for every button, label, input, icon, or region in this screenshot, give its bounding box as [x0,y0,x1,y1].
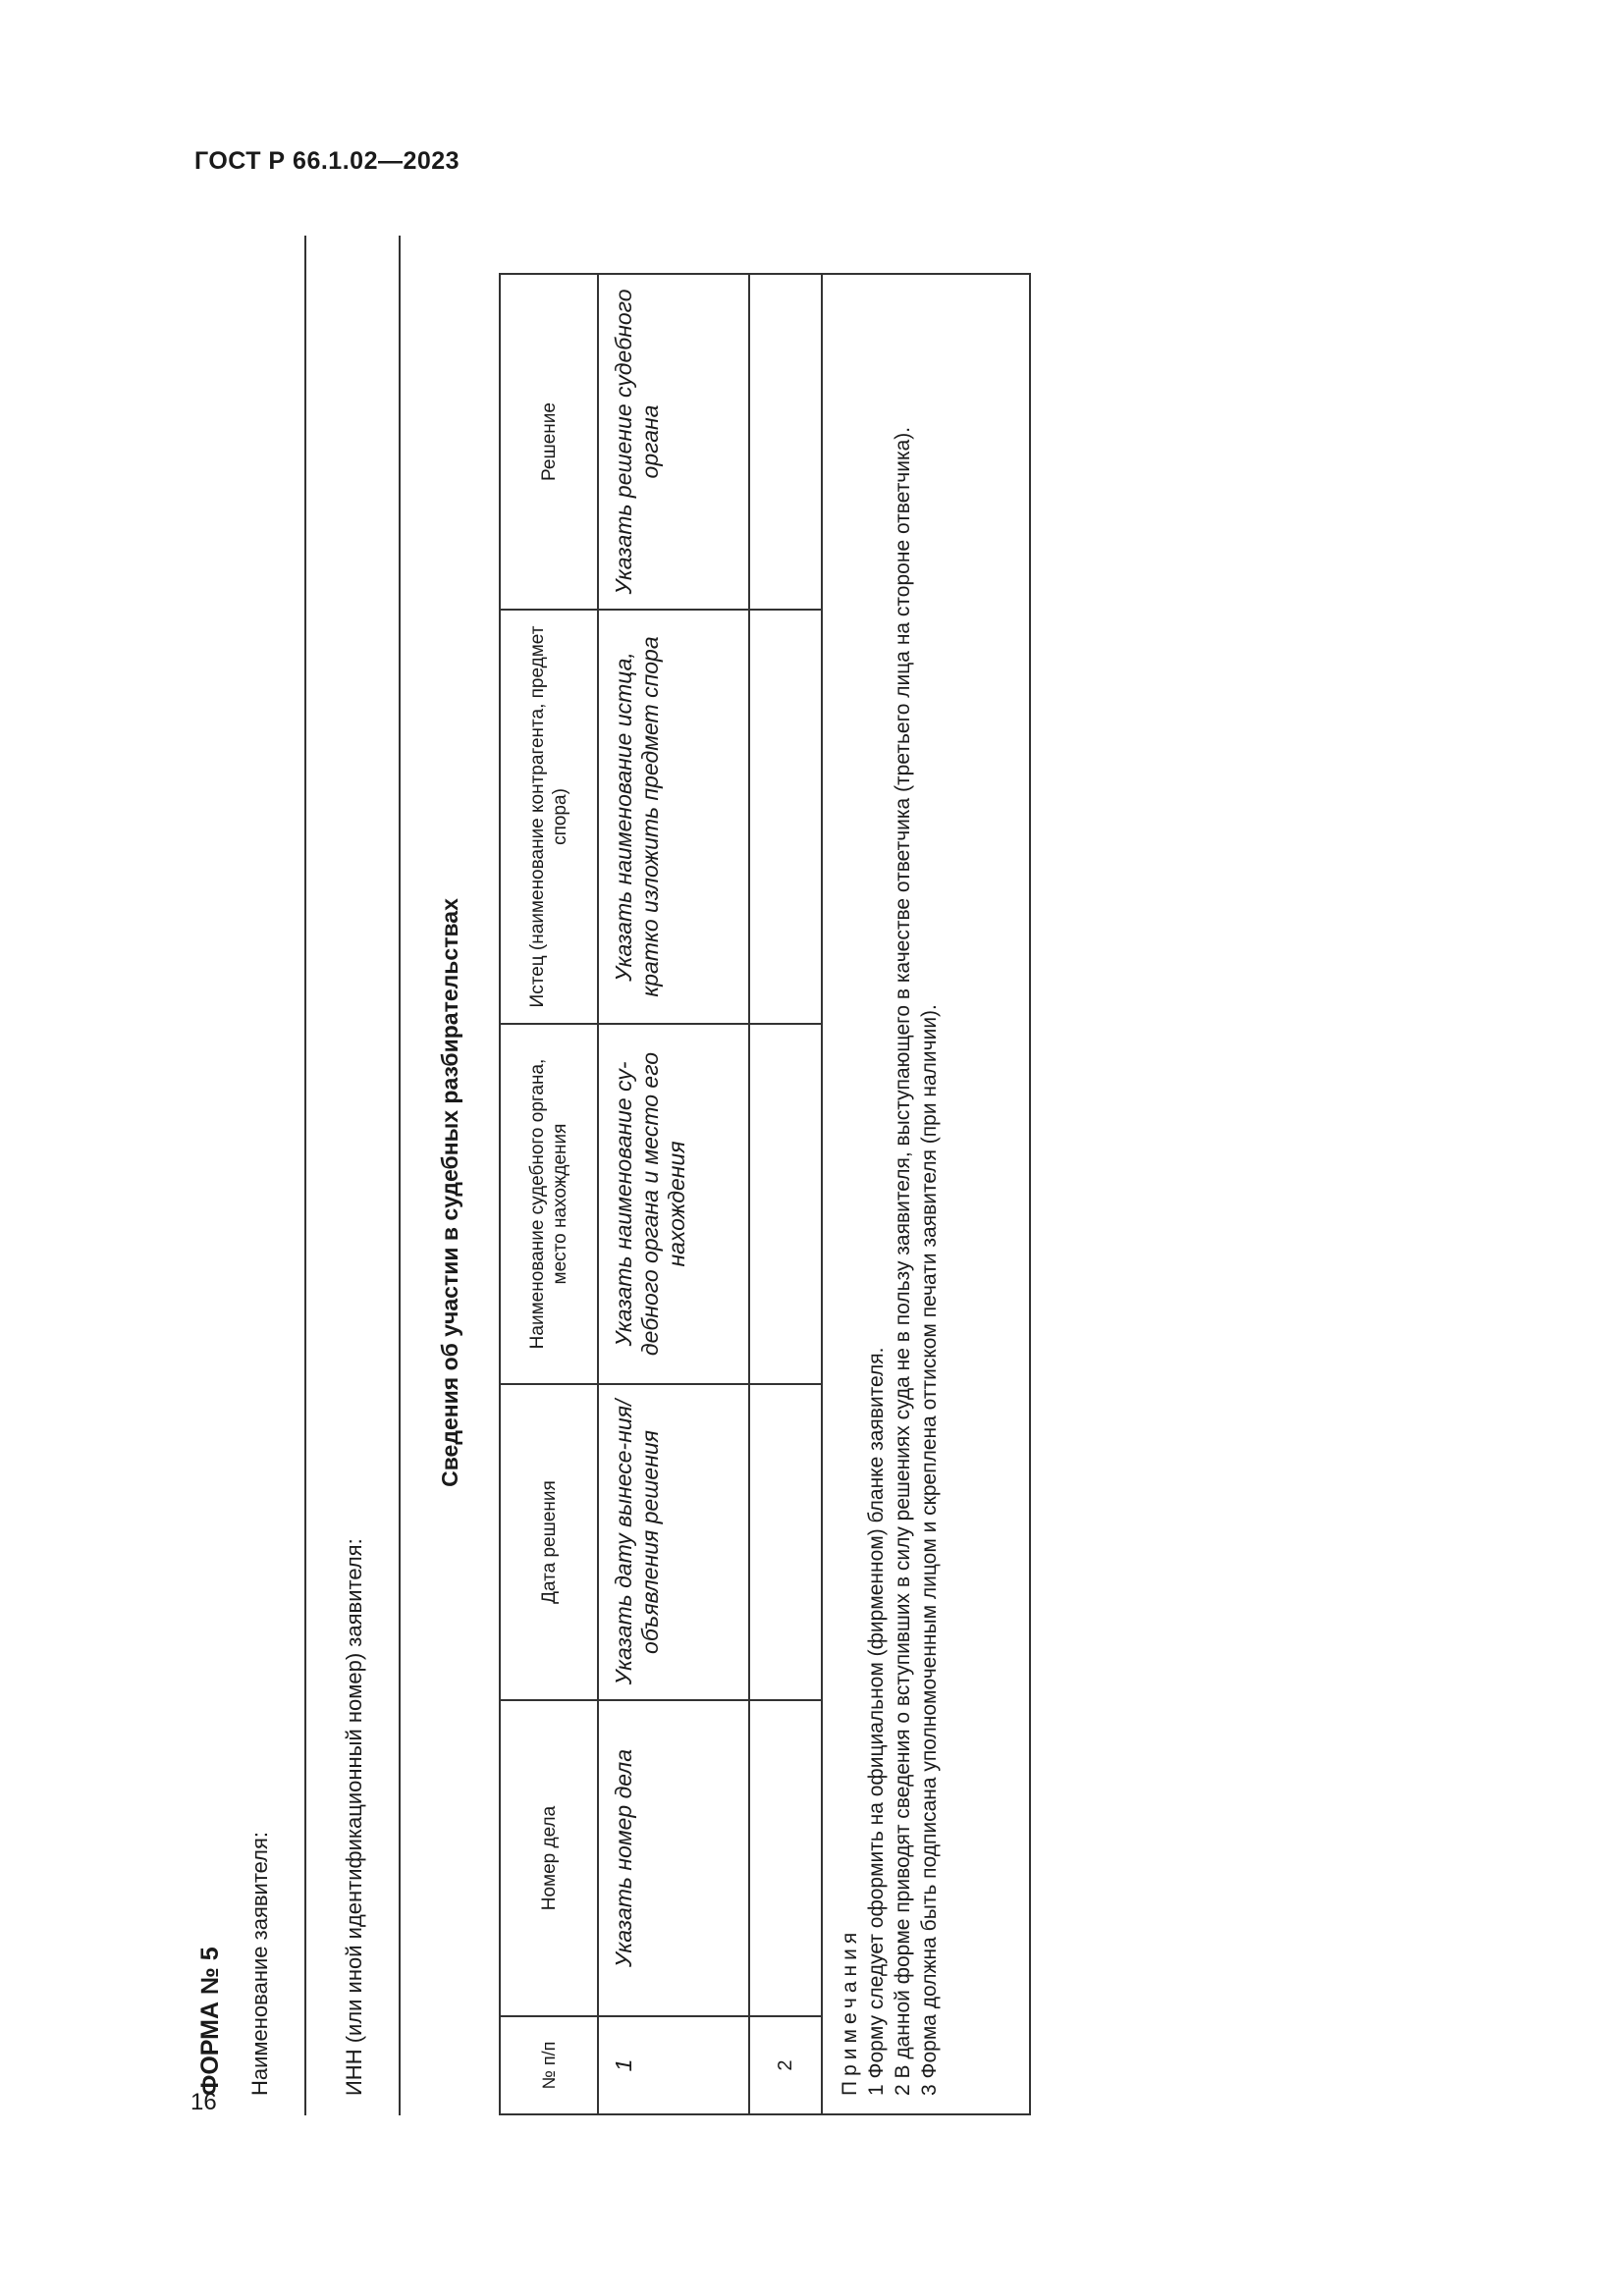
header-number: № п/п [500,2016,598,2114]
header-decision-date: Дата решения [500,1384,598,1700]
standard-header: ГОСТ Р 66.1.02—2023 [194,147,460,175]
applicant-name-label: Наименование заявителя: [247,1831,272,2096]
page-number: 16 [190,2089,217,2115]
applicant-name-line [304,236,306,2115]
note-item: 1 Форму следует оформить на официальном (фирменном) бланке заявителя. [865,1347,888,2096]
court-proceedings-table [499,273,1031,2115]
court-name-cell [749,1024,822,1384]
header-case-number: Номер дела [500,1700,598,2016]
court-name-cell: Указать наименование су-дебного органа и место его нахождения [598,1024,749,1384]
decision-date-cell: Указать дату вынесе-ния/объявления решения [598,1384,749,1700]
decision-cell [749,274,822,610]
table-row [598,274,749,2114]
row-number: 1 [598,2016,749,2114]
table-title: Сведения об участии в судебных разбирательствах [437,898,462,1487]
inn-label: ИНН (или иной идентификационный номер) заявителя: [342,1538,366,2096]
table-header-row [500,274,598,2114]
plaintiff-cell: Указать наименование истца, кратко изложить предмет спора [598,610,749,1024]
case-number-cell [749,1700,822,2016]
notes-heading: Примечания [839,1927,861,2096]
case-number-cell: Указать номер дела [598,1700,749,2016]
note-item: 3 Форма должна быть подписана уполномоченным лицом и скреплена оттиском печати заявителя (при наличии). [918,1004,941,2096]
form-title: ФОРМА № 5 [196,1947,224,2096]
decision-date-cell [749,1384,822,1700]
inn-line [399,236,401,2115]
note-item: 2 В данной форме приводят сведения о вступивших в силу решениях суда не в пользу заявителя, выступающего в качестве ответчика (третьего лица на стороне ответчика). [892,426,914,2096]
row-number: 2 [749,2016,822,2114]
notes-cell [822,274,1030,2114]
plaintiff-cell [749,610,822,1024]
header-court-name: Наименование судебного органа, место нахождения [500,1024,598,1384]
header-plaintiff: Истец (наименование контрагента, предмет спора) [500,610,598,1024]
table-row [749,274,822,2114]
decision-cell: Указать решение судебного органа [598,274,749,610]
form-landscape-content [196,231,1198,2115]
header-decision: Решение [500,274,598,610]
notes-row [822,274,1030,2114]
